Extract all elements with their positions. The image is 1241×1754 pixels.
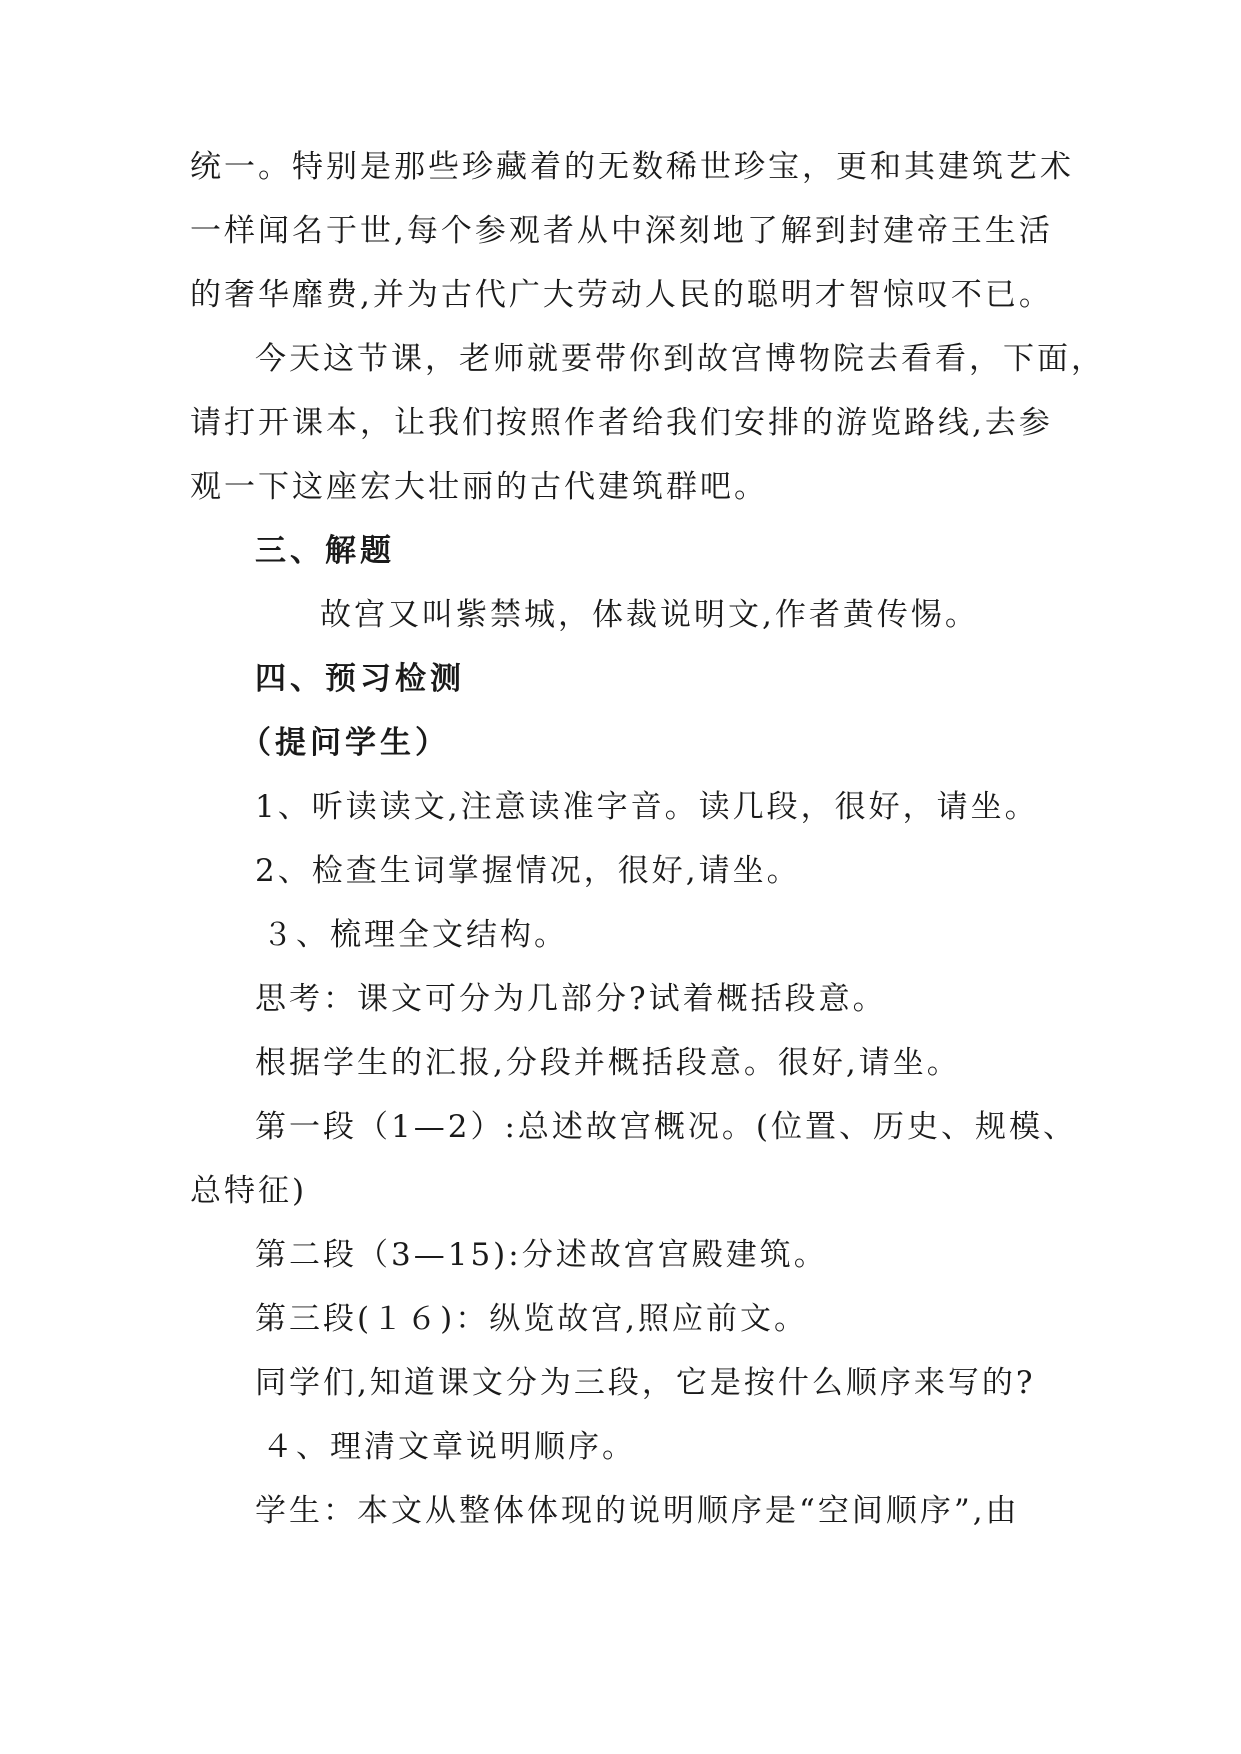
paragraph-line: 观一下这座宏大壮丽的古代建筑群吧。 [190, 469, 768, 505]
list-item: 根据学生的汇报,分段并概括段意。很好,请坐。 [255, 1045, 961, 1081]
paragraph-line: 今天这节课，老师就要带你到故宫博物院去看看，下面， [255, 341, 1105, 377]
section-text-jieti: 故宫又叫紫禁城，体裁说明文,作者黄传惕。 [320, 597, 979, 633]
section-heading-yuxi: 四、预习检测 [255, 661, 465, 697]
list-item: 1、听读读文,注意读准字音。读几段，很好，请坐。 [255, 789, 1039, 825]
list-item: 思考：课文可分为几部分?试着概括段意。 [255, 981, 887, 1017]
list-item: 第一段（1—2）:总述故宫概况。(位置、历史、规模、 [255, 1109, 1077, 1145]
list-item: 总特征) [190, 1173, 308, 1209]
list-item: ３、梳理全文结构。 [262, 917, 568, 953]
list-item: 第三段(１６)：纵览故宫,照应前文。 [255, 1301, 809, 1337]
section-heading-jieti: 三、解题 [255, 533, 395, 569]
paragraph-line: 的奢华靡费,并为古代广大劳动人民的聪明才智惊叹不已。 [190, 277, 1053, 313]
list-item: 同学们,知道课文分为三段，它是按什么顺序来写的? [255, 1365, 1036, 1401]
paragraph-line: 请打开课本，让我们按照作者给我们安排的游览路线,去参 [190, 405, 1053, 441]
list-item: 第二段（3—15):分述故宫宫殿建筑。 [255, 1237, 828, 1273]
paragraph-line: 统一。特别是那些珍藏着的无数稀世珍宝，更和其建筑艺术 [190, 149, 1074, 185]
list-item: 2、检查生词掌握情况，很好,请坐。 [255, 853, 801, 889]
list-item: ４、理清文章说明顺序。 [262, 1429, 636, 1465]
paragraph-line: 一样闻名于世,每个参观者从中深刻地了解到封建帝王生活 [190, 213, 1053, 249]
section-subheading: （提问学生） [240, 725, 450, 761]
list-item: 学生：本文从整体体现的说明顺序是“空间顺序”,由 [255, 1493, 1020, 1529]
